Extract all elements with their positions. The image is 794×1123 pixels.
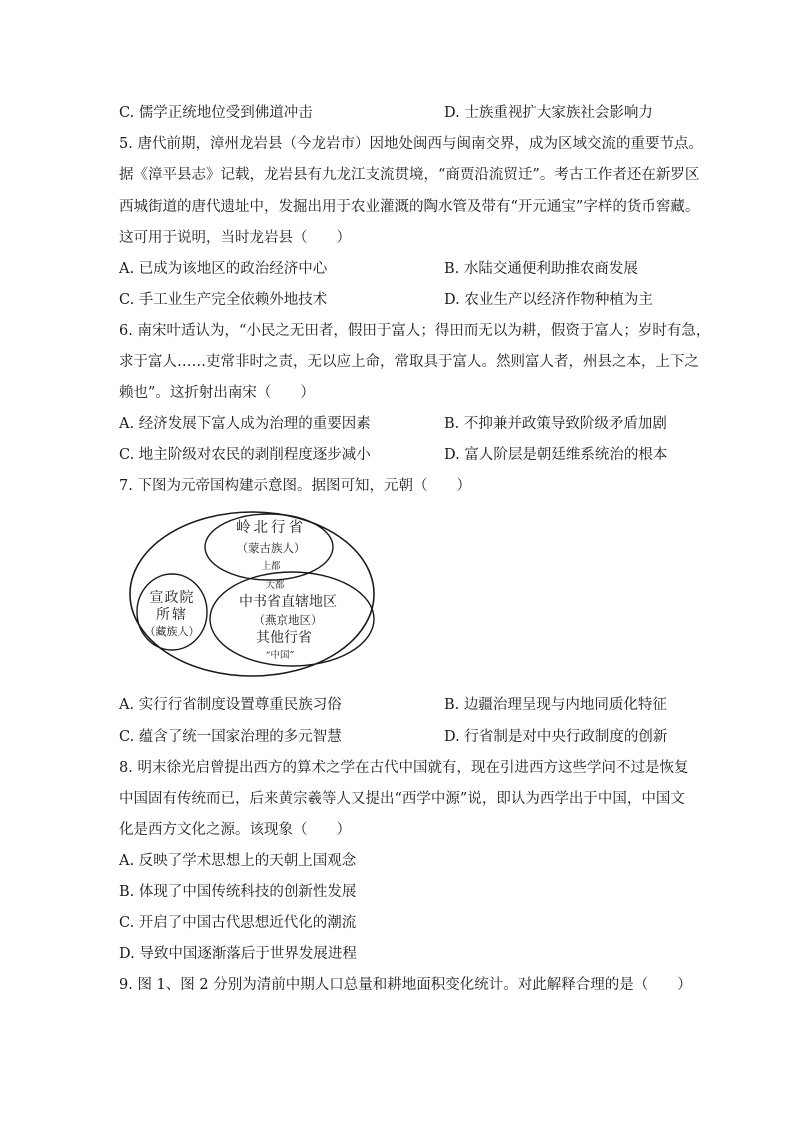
q5-stem-line-3: 西城街道的唐代遗址中，发掘出用于农业灌溉的陶水管及带有“开元通宝”字样的货币窖藏。 (119, 199, 700, 215)
q4-option-d: D. 士族重视扩大家族社会影响力 (444, 105, 653, 121)
q6-stem-line-2: 求于富人……吏常非时之责，无以应上命，常取具于富人。然则富人者，州县之本，上下之 (119, 354, 699, 370)
q5-option-c: C. 手工业生产完全依赖外地技术 (119, 292, 328, 308)
q8-option-b: B. 体现了中国传统科技的创新性发展 (119, 884, 357, 900)
q8-stem-line-3: 化是西方文化之源。该现象（ ） (119, 822, 351, 838)
xuanzheng-line-2: 所辖 (156, 607, 188, 623)
q5-option-a: A. 已成为该地区的政治经济中心 (119, 261, 328, 277)
q4-option-c: C. 儒学正统地位受到佛道冲击 (119, 105, 313, 121)
q6-option-b: B. 不抑兼并政策导致阶级矛盾加剧 (444, 416, 667, 432)
q8-option-c: C. 开启了中国古代思想近代化的潮流 (119, 915, 357, 931)
central-title: 中书省直辖地区 (239, 594, 337, 610)
lingbei-people: （蒙古族人） (236, 541, 306, 555)
q6-option-c: C. 地主阶级对农民的剥削程度逐步减小 (119, 447, 371, 463)
yuan-empire-diagram (128, 508, 378, 680)
q7-option-c: C. 蕴含了统一国家治理的多元智慧 (119, 729, 342, 745)
q7-option-a: A. 实行行省制度设置尊重民族习俗 (119, 697, 342, 713)
other-provinces: 其他行省 (256, 630, 312, 646)
dadu-label: 大都 (265, 580, 285, 591)
q7-stem-line-1: 7. 下图为元帝国构建示意图。据图可知，元朝（ ） (119, 478, 471, 494)
q5-stem-line-4: 这可用于说明，当时龙岩县（ ） (119, 230, 351, 246)
q9-stem-line-1: 9. 图 1、图 2 分别为清前中期人口总量和耕地面积变化统计。对此解释合理的是（ ） (119, 977, 692, 993)
q6-option-d: D. 富人阶层是朝廷维系统治的根本 (444, 447, 668, 463)
q7-option-b: B. 边疆治理呈现与内地同质化特征 (444, 697, 667, 713)
xuanzheng-line-1: 宣政院 (149, 590, 195, 606)
q6-stem-line-3: 赖也”。这折射出南宋（ ） (119, 385, 315, 401)
q8-stem-line-1: 8. 明末徐光启曾提出西方的算术之学在古代中国就有，现在引进西方这些学问不过是恢复 (119, 760, 689, 776)
xuanzheng-people: （藏族人） (144, 625, 200, 638)
q5-stem-line-2: 据《漳平县志》记载，龙岩县有九龙江支流贯境，“商贾沿流贸迁”。考古工作者还在新罗区 (119, 167, 700, 183)
q6-option-a: A. 经济发展下富人成为治理的重要因素 (119, 416, 371, 432)
q5-stem-line-1: 5. 唐代前期，漳州龙岩县（今龙岩市）因地处闽西与闽南交界，成为区域交流的重要节点。 (119, 136, 703, 152)
central-sub: （燕京地区） (253, 613, 323, 627)
q6-stem-line-1: 6. 南宋叶适认为，“小民之无田者，假田于富人；得田而无以为耕，假资于富人；岁时有急， (119, 323, 711, 339)
shangdu-label: 上都 (261, 561, 281, 572)
q7-option-d: D. 行省制是对中央行政制度的创新 (444, 729, 668, 745)
q8-option-a: A. 反映了学术思想上的天朝上国观念 (119, 853, 357, 869)
q8-stem-line-2: 中国固有传统而已，后来黄宗羲等人又提出“西学中源”说，即认为西学出于中国，中国文 (119, 791, 685, 807)
lingbei-title: 岭北行省 (236, 520, 306, 536)
zhongguo-label: “中国” (265, 650, 295, 661)
q8-option-d: D. 导致中国逐渐落后于世界发展进程 (119, 946, 357, 962)
q5-option-d: D. 农业生产以经济作物种植为主 (444, 292, 653, 308)
q5-option-b: B. 水陆交通便利助推农商发展 (444, 261, 638, 277)
